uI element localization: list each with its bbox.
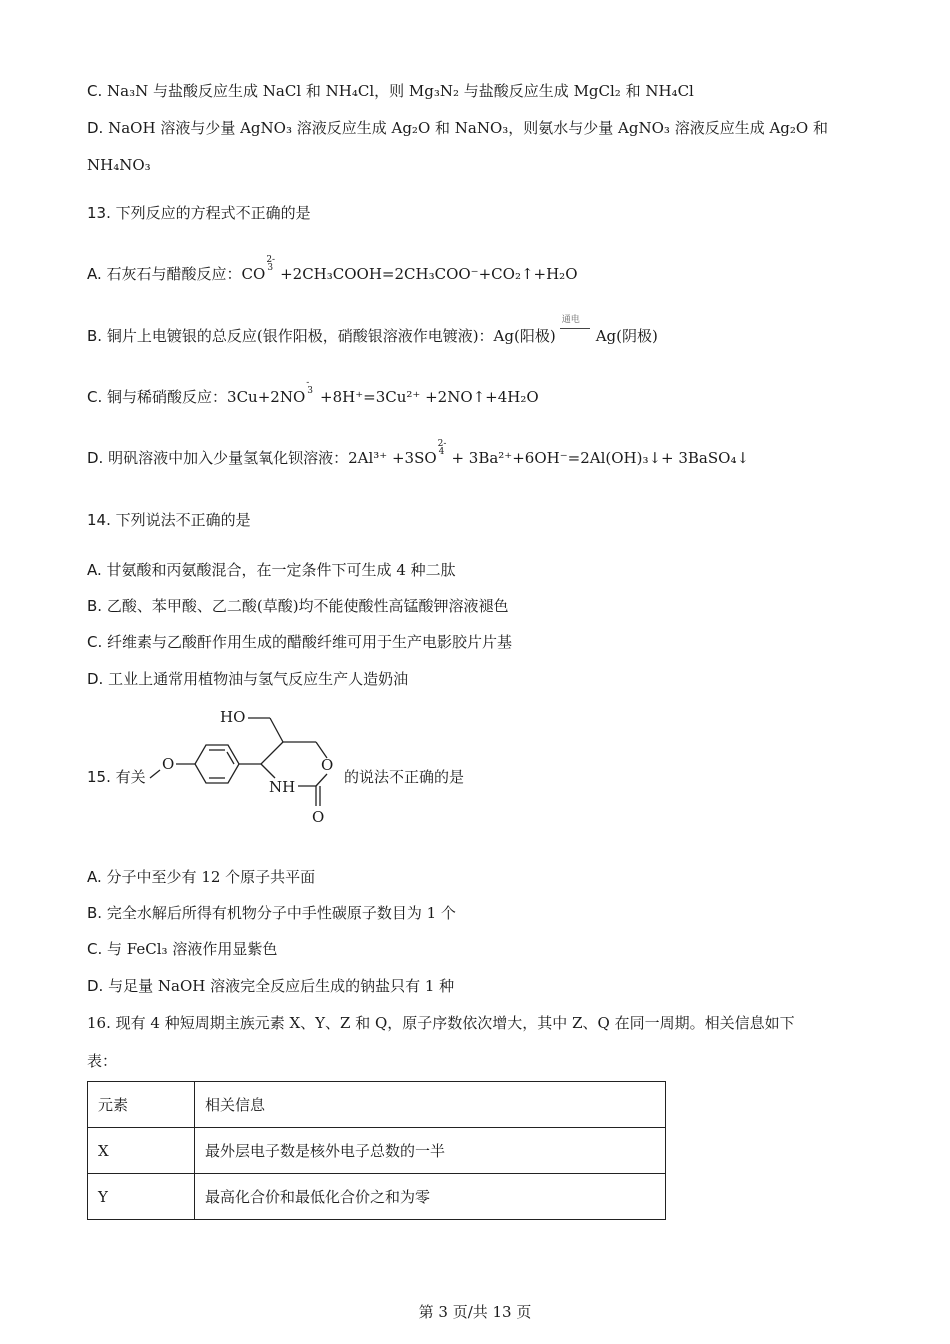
q14-option-d: D. 工业上通常用植物油与氢气反应生产人造奶油 [87, 670, 409, 688]
table-cell: Y [88, 1174, 195, 1220]
q13-option-b: B. 铜片上电镀银的总反应(银作阳极，硝酸银溶液作电镀液)：Ag(阳极) 通电 Ag(阴极) [87, 315, 658, 345]
mol-ether-oxygen: O [162, 755, 175, 773]
nitrate-charge: - 3 [306, 378, 313, 396]
q13-option-c: C. 铜与稀硝酸反应：3Cu+2NO - 3 +8H⁺=3Cu²⁺ +2NO↑+4H₂O [87, 378, 539, 406]
table-header-row [88, 1082, 666, 1128]
electrolysis-arrow: 通电 [560, 326, 592, 346]
page-footer: 第 3 页/共 13 页 [418, 1303, 532, 1321]
q12-option-d-text: NaOH 溶液与少量 AgNO₃ 溶液反应生成 Ag₂O 和 NaNO₃，则氨水与少量 AgNO₃ 溶液反应生成 Ag₂O 和 [108, 119, 828, 137]
table-cell: X [88, 1128, 195, 1174]
table-row [88, 1128, 666, 1174]
q14-option-c: C. 纤维素与乙酸酐作用生成的醋酸纤维可用于生产电影胶片片基 [87, 633, 513, 651]
q14-option-b: B. 乙酸、苯甲酸、乙二酸(草酸)均不能使酸性高锰酸钾溶液褪色 [87, 597, 509, 615]
q14-option-a: A. 甘氨酸和丙氨酸混合，在一定条件下可生成 4 种二肽 [87, 561, 456, 579]
q14-stem: 14. 下列说法不正确的是 [87, 511, 251, 529]
q15-option-a: A. 分子中至少有 12 个原子共平面 [87, 868, 316, 886]
sulfate-charge: 2- 4 [437, 439, 447, 457]
q15-stem-prefix: 15. 有关 [87, 768, 146, 786]
table-row [88, 1174, 666, 1220]
carbonate-charge: 2- 3 [266, 255, 276, 273]
table-cell: 最高化合价和最低化合价之和为零 [195, 1174, 666, 1220]
q16-stem-continued: 表： [87, 1052, 118, 1070]
element-info-table [87, 1081, 666, 1220]
molecule-structure [140, 700, 350, 830]
mol-ring-oxygen: O [321, 756, 334, 774]
q12-option-d-continued: NH₄NO₃ [87, 156, 151, 174]
q12-option-d: D. NaOH 溶液与少量 AgNO₃ 溶液反应生成 Ag₂O 和 NaNO₃，则氨水与少量 AgNO₃ 溶液反应生成 Ag₂O 和 [87, 119, 828, 137]
table-header-cell: 元素 [88, 1082, 195, 1128]
q16-stem: 16. 现有 4 种短周期主族元素 X、Y、Z 和 Q，原子序数依次增大，其中 Z、Q 在同一周期。相关信息如下 [87, 1014, 795, 1032]
q13-option-a: A. 石灰石与醋酸反应：CO 2- 3 +2CH₃COOH=2CH₃COO⁻+CO₂↑+H₂O [87, 255, 578, 283]
q13-option-d: D. 明矾溶液中加入少量氢氧化钡溶液：2Al³⁺ +3SO 2- 4 + 3Ba²⁺+6OH⁻=2Al(OH)₃↓+ 3BaSO₄↓ [87, 439, 750, 467]
table-header-cell: 相关信息 [195, 1082, 666, 1128]
mol-carbonyl-oxygen: O [312, 808, 325, 826]
mol-hydroxyl: HO [220, 708, 246, 726]
table-cell: 最外层电子数是核外电子总数的一半 [195, 1128, 666, 1174]
q12-option-c: C. Na₃N 与盐酸反应生成 NaCl 和 NH₄Cl，则 Mg₃N₂ 与盐酸反应生成 MgCl₂ 和 NH₄Cl [87, 82, 694, 100]
q12-option-c-text: Na₃N 与盐酸反应生成 NaCl 和 NH₄Cl，则 Mg₃N₂ 与盐酸反应生成 MgCl₂ 和 NH₄Cl [107, 82, 694, 100]
q13-stem: 13. 下列反应的方程式不正确的是 [87, 204, 311, 222]
q15-option-c: C. 与 FeCl₃ 溶液作用显紫色 [87, 940, 278, 958]
q15-option-b: B. 完全水解后所得有机物分子中手性碳原子数目为 1 个 [87, 904, 456, 922]
q15-option-d: D. 与足量 NaOH 溶液完全反应后生成的钠盐只有 1 种 [87, 977, 455, 995]
mol-nh: NH [269, 778, 296, 796]
q15-stem-suffix: 的说法不正确的是 [344, 768, 465, 786]
